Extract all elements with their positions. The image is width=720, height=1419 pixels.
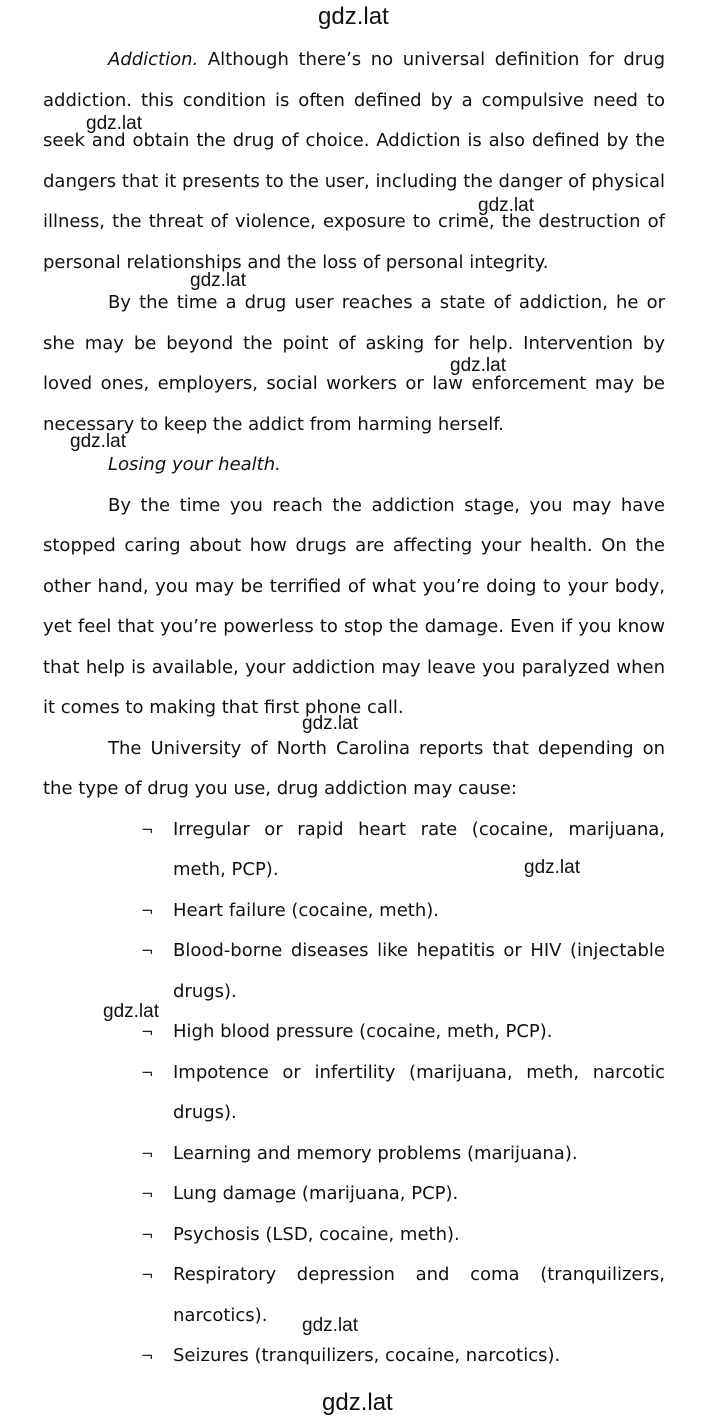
watermark: gdz.lat [524,857,580,878]
watermark: gdz.lat [450,355,506,376]
bullet-mark: ¬ [141,942,154,960]
list-item-text: Psychosis (LSD, cocaine, meth). [173,1223,460,1245]
paragraph-lead: Addiction. [108,49,199,70]
bullet-mark: ¬ [141,1266,154,1284]
list-item-text: Impotence or infertility (marijuana, meth, narcotic drugs). [173,1061,665,1123]
watermark: gdz.lat [70,431,126,452]
paragraph-text: Although there’s no universal definition for drug addiction. this condition is often defined by a compulsive need to seek and obtain the drug of choice. Addiction is also defined by the dangers that it presents to the user, including the danger of physical illness, the threat of violence, exposure to crime, the destruction of personal relationships and the loss of personal integrity. [43,49,665,273]
list-item-text: Seizures (tranquilizers, cocaine, narcotics). [173,1345,561,1366]
list-item [43,1174,665,1215]
list-item-text: Blood-borne diseases like hepatitis or HIV (injectable drugs). [173,940,665,1002]
document-body [43,40,665,1377]
list-item-text: Respiratory depression and coma (tranquilizers, narcotics). [173,1264,665,1326]
bullet-mark: ¬ [141,1063,154,1082]
bullet-mark: ¬ [141,1185,154,1203]
watermark: gdz.lat [190,270,246,291]
paragraph-health: By the time you reach the addiction stage, you may have stopped caring about how drugs are affecting your health. On the other hand, you may be terrified of what you’re doing to your body, yet feel that you’re powerless to stop the damage. Even if you know that help is available, your addiction may leave you paralyzed when it comes to making that first phone call. [43,494,665,718]
list-item [43,1255,665,1336]
watermark-top: gdz.lat [318,3,389,30]
watermark: gdz.lat [302,1315,358,1336]
list-item [43,1012,665,1053]
list-item [43,1336,665,1377]
bullet-mark: ¬ [141,1347,154,1365]
bullet-mark: ¬ [141,1225,154,1244]
list-item-text: Learning and memory problems (marijuana). [173,1142,578,1164]
watermark-bottom: gdz.lat [322,1389,393,1416]
watermark: gdz.lat [302,713,358,734]
paragraph-intervention: By the time a drug user reaches a state of addiction, he or she may be beyond the point of asking for help. Intervention by loved ones, employers, social workers or law enforcement may be necessary to keep the addict from harming herself. [43,292,665,435]
paragraph-addiction [43,40,665,283]
list-item-text: Lung damage (marijuana, PCP). [173,1183,459,1204]
list-item [43,810,665,891]
list-item-text: Heart failure (cocaine, meth). [173,899,440,921]
watermark: gdz.lat [103,1001,159,1022]
bullet-mark: ¬ [141,1144,154,1163]
watermark: gdz.lat [86,113,142,134]
list-item-text: High blood pressure (cocaine, meth, PCP). [173,1021,553,1042]
list-item [43,891,665,932]
paragraph-unc-report: The University of North Carolina reports that depending on the type of drug you use, drug addiction may cause: [43,737,665,799]
bullet-mark: ¬ [141,1023,154,1041]
bullet-mark: ¬ [141,820,154,839]
list-item [43,931,665,1012]
list-item-text: Irregular or rapid heart rate (cocaine, marijuana, meth, PCP). [173,818,665,880]
list-item [43,1053,665,1134]
list-item [43,1215,665,1256]
section-heading: Losing your health. [108,454,281,475]
list-item [43,1134,665,1175]
effects-list [43,810,665,1377]
bullet-mark: ¬ [141,901,154,920]
watermark: gdz.lat [478,195,534,216]
